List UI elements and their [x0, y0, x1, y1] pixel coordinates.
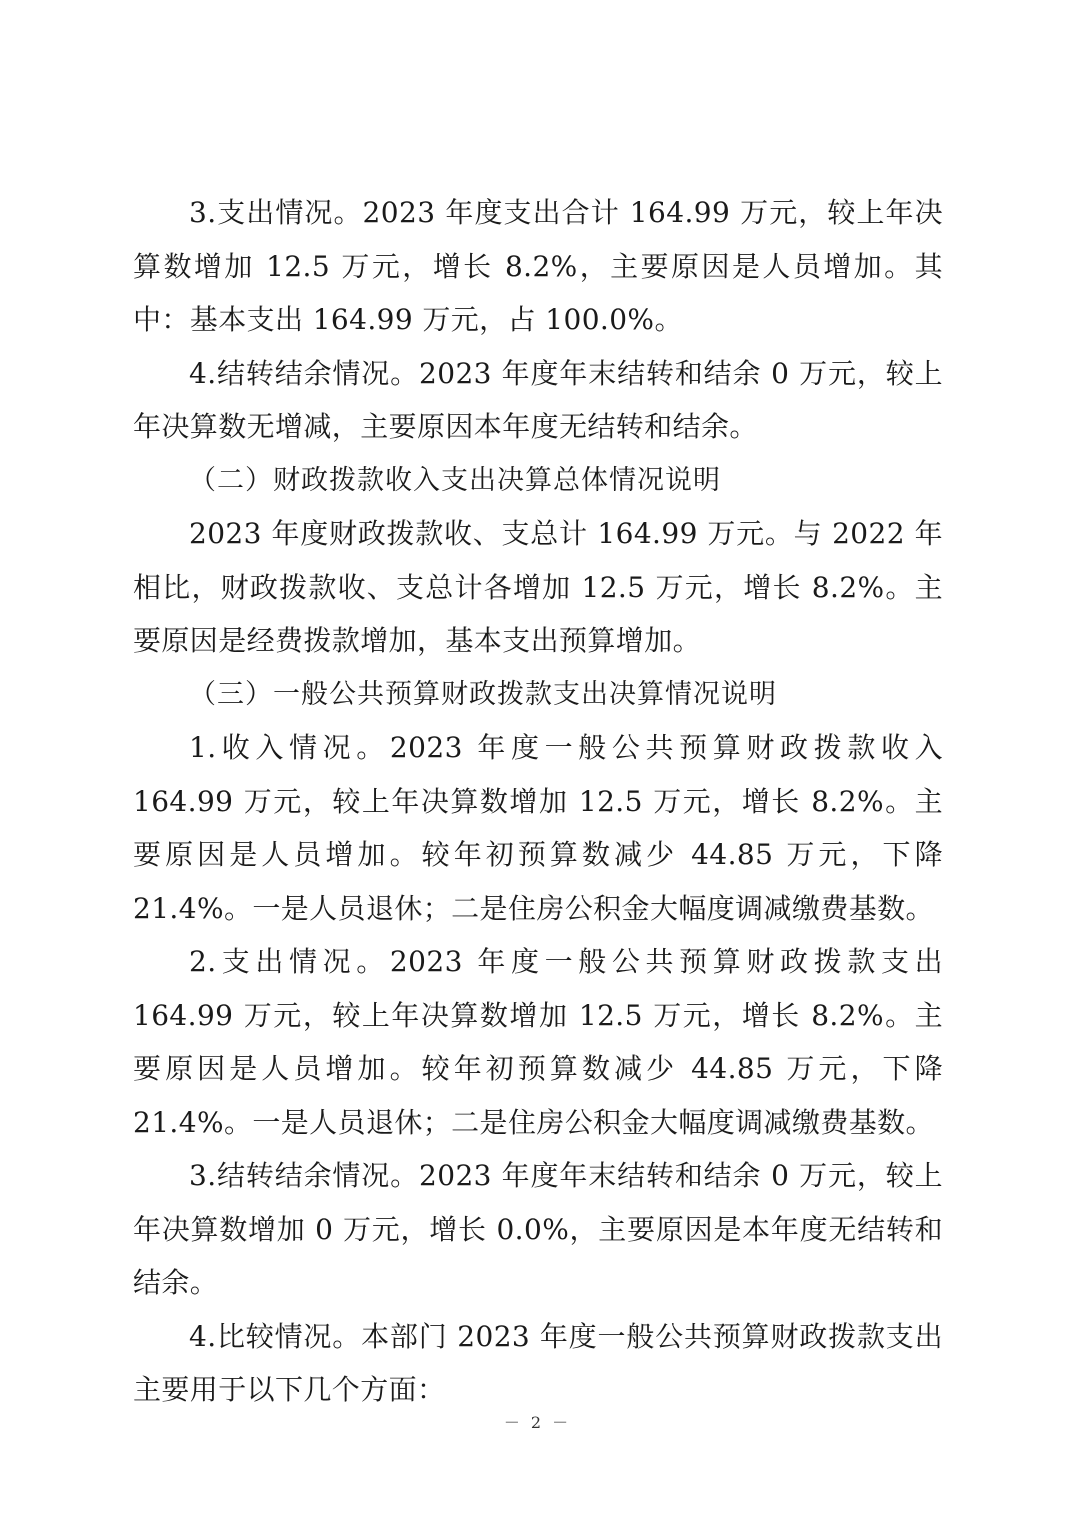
paragraph-carryover: 4.结转结余情况。2023 年度年末结转和结余 0 万元，较上年决算数无增减，主要原因本年度无结转和结余。 [133, 356, 943, 443]
paragraph-general-expenditure: 2.支出情况。2023 年度一般公共预算财政拨款支出 164.99 万元，较上年决算数增加 12.5 万元，增长 8.2%。主要原因是人员增加。较年初预算数减少 44.85 万元，下降 21.4%。一是人员退休；二是住房公积金大幅度调减缴费基数。 [133, 945, 943, 1139]
document-body [133, 186, 943, 1417]
paragraph-general-carryover: 3.结转结余情况。2023 年度年末结转和结余 0 万元，较上年决算数增加 0 万元，增长 0.0%，主要原因是本年度无结转和结余。 [133, 1159, 943, 1299]
page-number: － 2 － [503, 1413, 572, 1432]
paragraph-fiscal-total: 2023 年度财政拨款收、支总计 164.99 万元。与 2022 年相比，财政拨款收、支总计各增加 12.5 万元，增长 8.2%。主要原因是经费拨款增加，基本支出预算增加。 [133, 517, 943, 657]
paragraph-comparison: 4.比较情况。本部门 2023 年度一般公共预算财政拨款支出主要用于以下几个方面： [133, 1319, 943, 1406]
section-heading-2: （二）财政拨款收入支出决算总体情况说明 [189, 464, 721, 496]
paragraph-income: 1.收入情况。2023 年度一般公共预算财政拨款收入 164.99 万元，较上年决算数增加 12.5 万元，增长 8.2%。主要原因是人员增加。较年初预算数减少 44.85 万元，下降 21.4%。一是人员退休；二是住房公积金大幅度调减缴费基数。 [133, 731, 943, 925]
section-heading-3: （三）一般公共预算财政拨款支出决算情况说明 [189, 678, 777, 710]
paragraph-expenditure: 3.支出情况。2023 年度支出合计 164.99 万元，较上年决算数增加 12.5 万元，增长 8.2%，主要原因是人员增加。其中：基本支出 164.99 万元，占 100.0%。 [133, 196, 943, 336]
